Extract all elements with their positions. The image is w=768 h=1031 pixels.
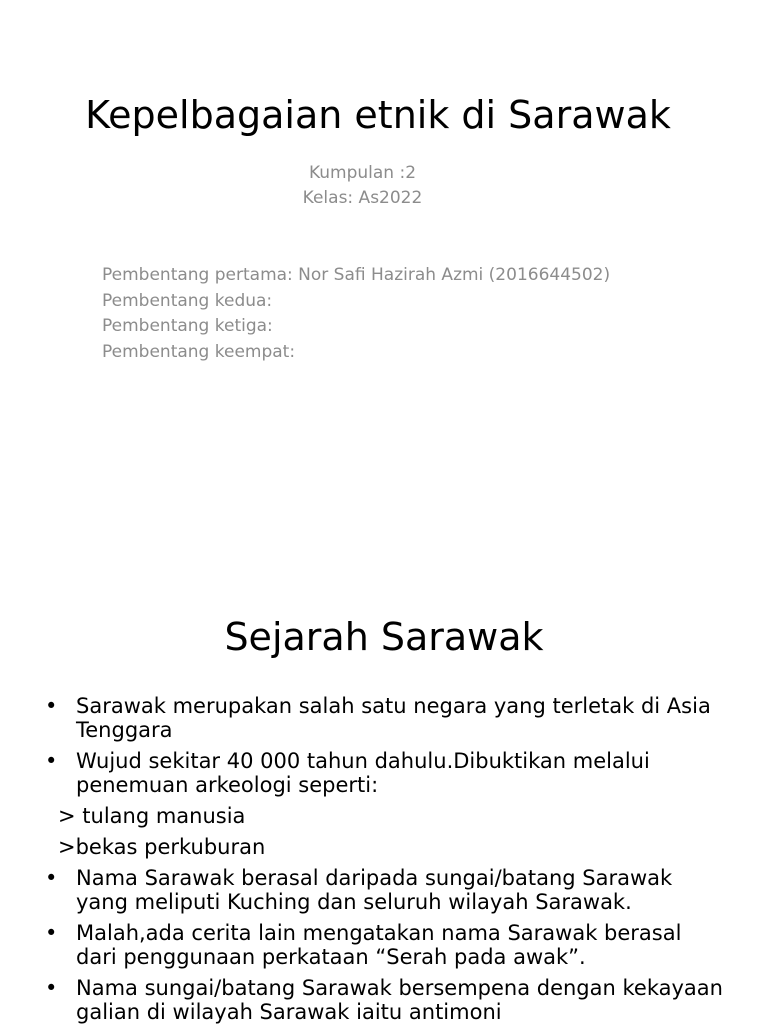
- presenter-list: [102, 263, 610, 365]
- bullet-item-5: • Nama sungai/batang Sarawak bersempena dengan kekayaan galian di wilayah Sarawak iaitu antimoni: [38, 976, 728, 1024]
- history-slide: [0, 576, 768, 1024]
- bullet-item-2: • Wujud sekitar 40 000 tahun dahulu.Dibuktikan melalui penemuan arkeologi seperti:: [38, 749, 728, 797]
- presenter-2: Pembentang kedua:: [102, 290, 273, 311]
- class-label: Kelas: As2022: [302, 188, 423, 208]
- slide-title: Sejarah Sarawak: [224, 615, 544, 659]
- presenter-4: Pembentang keempat:: [102, 341, 296, 362]
- presenter-1: Pembentang pertama: Nor Safi Hazirah Azmi (2016644502): [102, 265, 611, 285]
- bullet-item-4: • Malah,ada cerita lain mengatakan nama Sarawak berasal dari penggunaan perkataan “Serah pada awak”.: [38, 921, 728, 969]
- presenter-3: Pembentang ketiga:: [102, 316, 273, 336]
- slide-title: Kepelbagaian etnik di Sarawak: [85, 93, 671, 137]
- bullet-item-3: • Nama Sarawak berasal daripada sungai/batang Sarawak yang meliputi Kuching dan seluruh wilayah Sarawak.: [38, 866, 728, 914]
- sub-item-2: >bekas perkuburan: [58, 835, 266, 859]
- group-label: Kumpulan :2: [308, 163, 417, 183]
- bullet-list: [38, 694, 728, 1031]
- group-info: [0, 161, 725, 211]
- bullet-item-1: • Sarawak merupakan salah satu negara yang terletak di Asia Tenggara: [38, 694, 728, 742]
- sub-item-1: > tulang manusia: [58, 804, 246, 828]
